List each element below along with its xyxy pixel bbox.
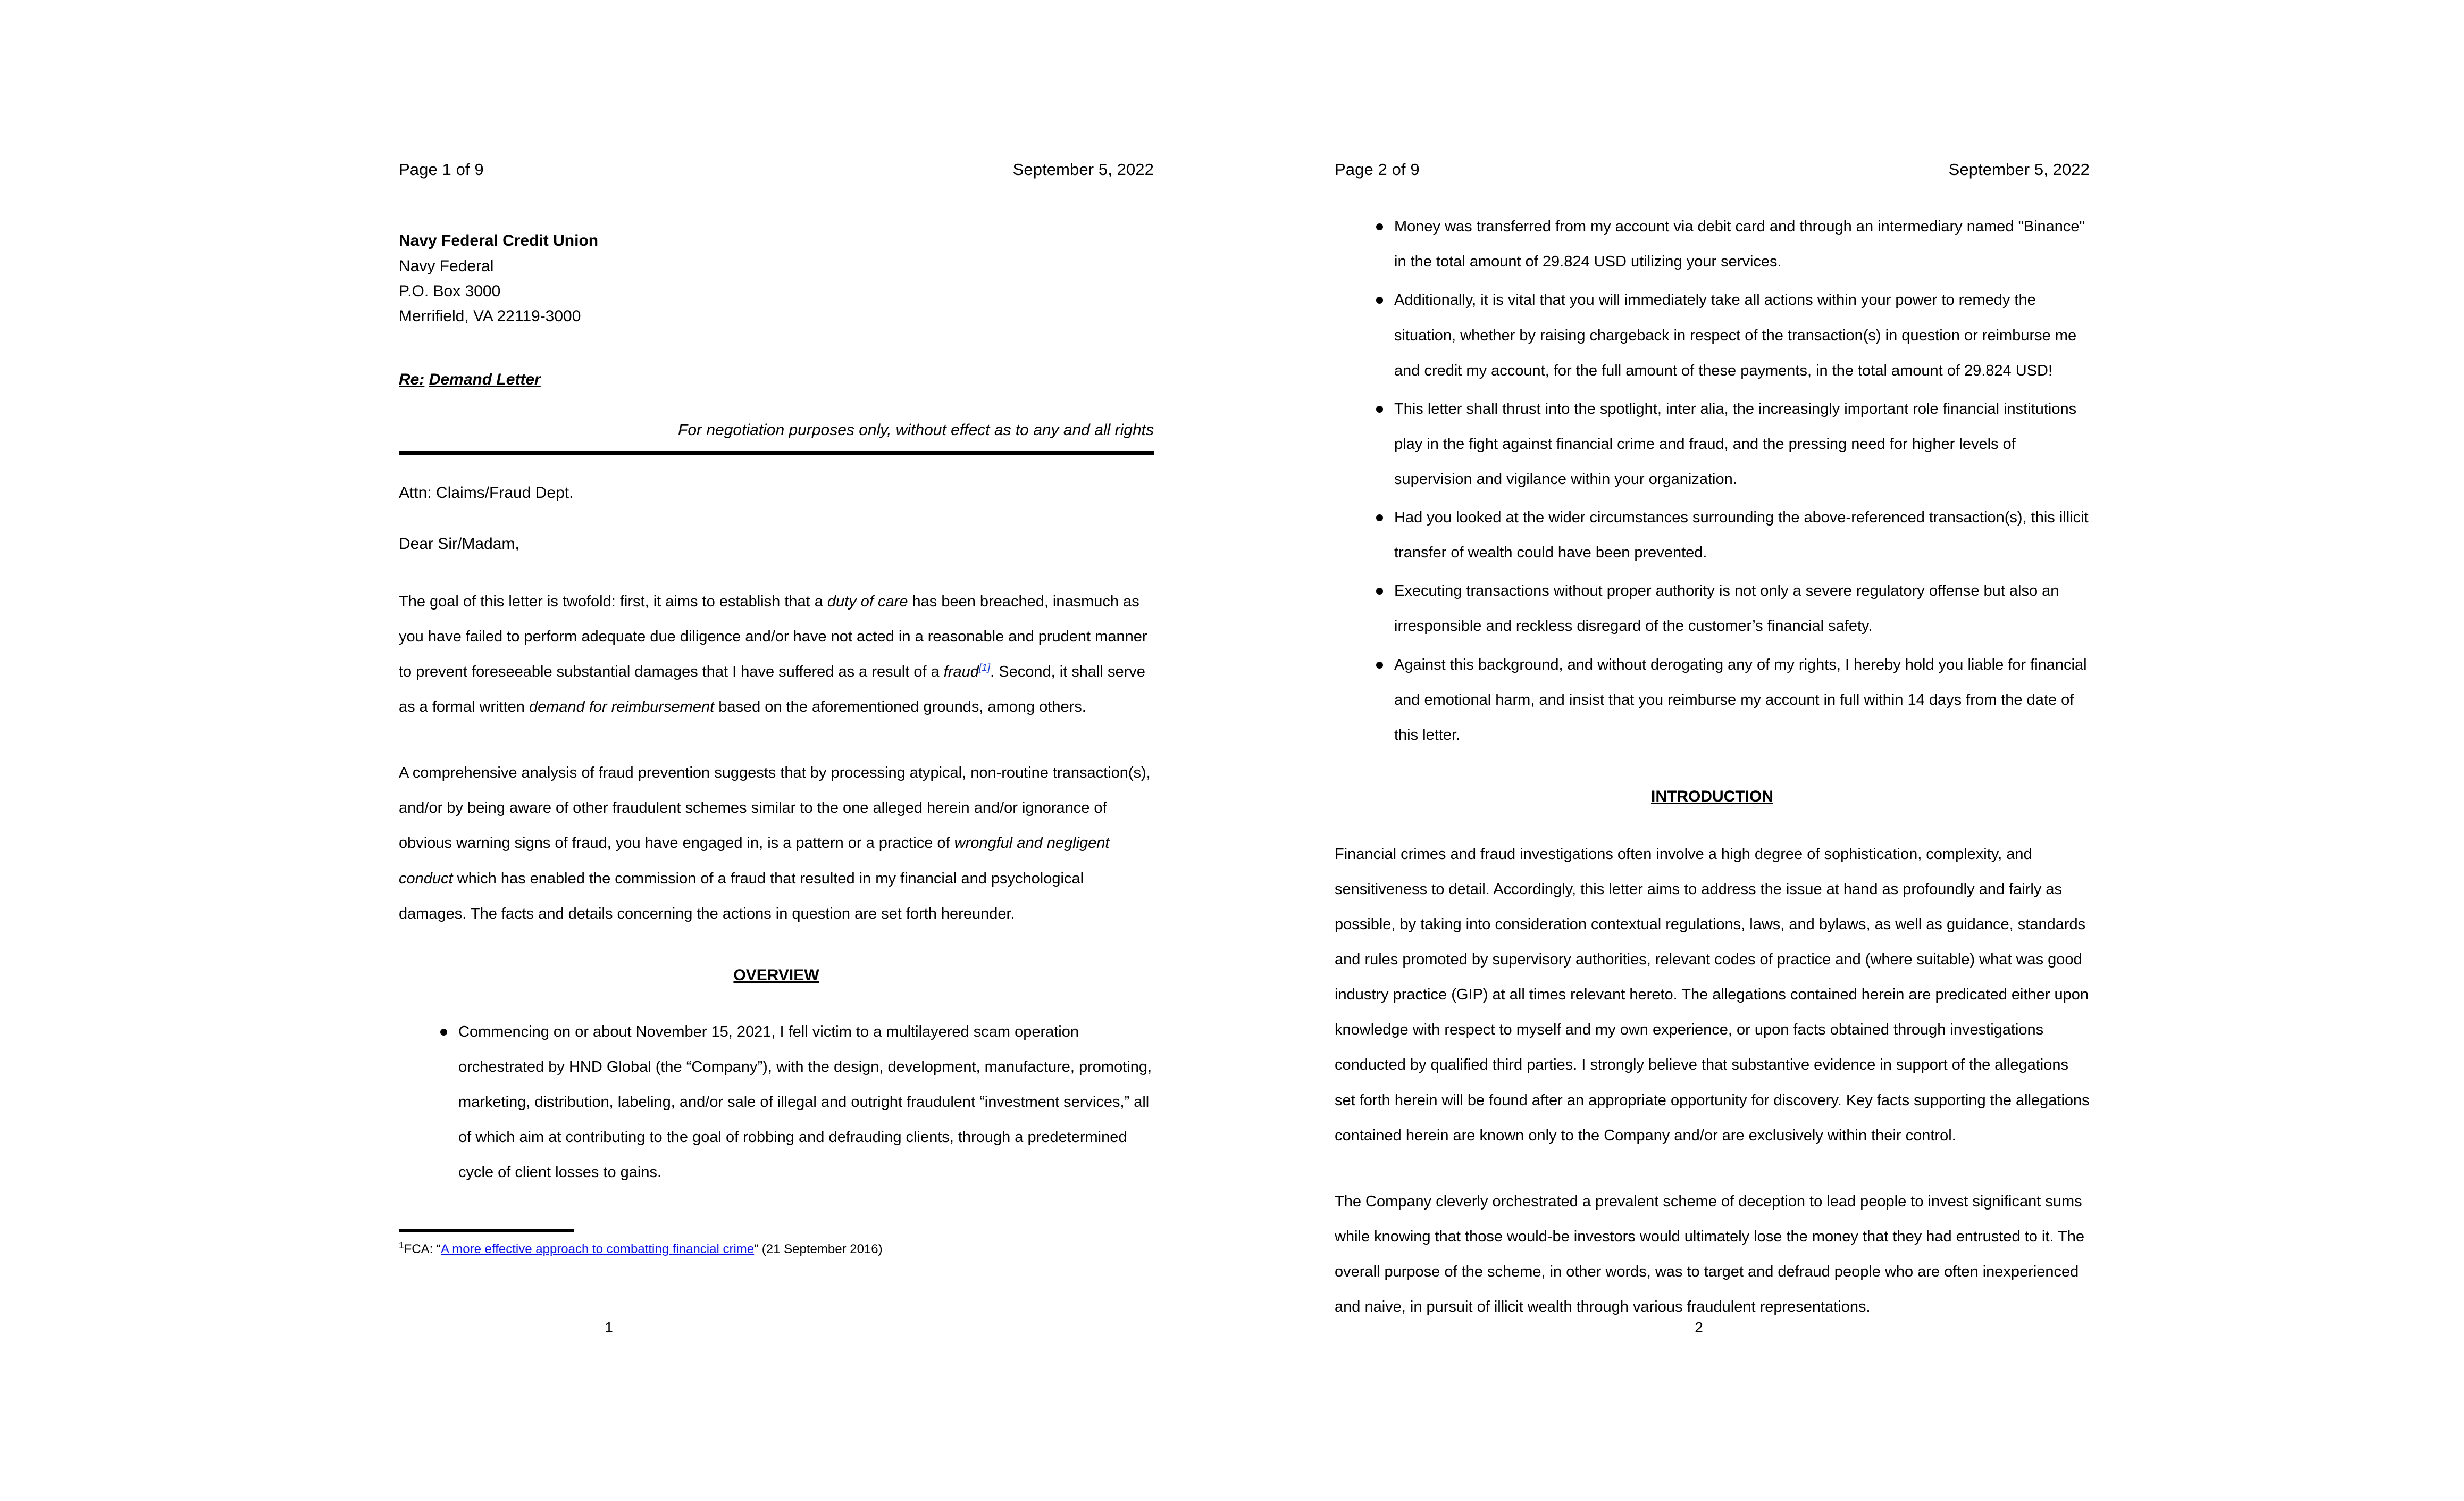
page-2-content [1335,160,2090,1340]
footnote-separator-rule [399,1229,574,1232]
footnote-reference-1[interactable]: [1] [978,662,991,674]
page-1-content [399,160,1154,1193]
footnote-1 [399,1240,1154,1258]
page-1 [96,0,1250,1501]
footnote-1-link[interactable]: A more effective approach to combatting financial crime [440,1242,755,1256]
page-2-footer-number: 2 [1695,1319,1703,1336]
introduction-heading-text: INTRODUCTION [1651,787,1773,805]
body-paragraph-2 [399,755,1154,931]
salutation: Dear Sir/Madam, [399,535,519,553]
footnote-1-suffix: ” (21 September 2016) [754,1242,883,1256]
list-item: Commencing on or about November 15, 2021, I fell victim to a multilayered scam operation orchestrated by HND Global (the “Company”), with the design, development, manufacture, promoting, marketing, distribution, labeling, and/or sale of illegal and outright fraudulent “investment services,” all of which aim at contributing to the goal of robbing and defrauding clients, through a predetermined cycle of client losses to gains. [399,1014,1154,1190]
page-1-header-date: September 5, 2022 [1012,160,1154,179]
para1-part1: The goal of this letter is twofold: first, it aims to establish that a [399,593,827,610]
page-1-footnote-zone [399,1229,1154,1258]
recipient-address-line-2: Navy Federal [399,257,494,275]
page-1-page-label: Page 1 of 9 [399,160,484,179]
body-paragraph-1 [399,584,1154,724]
para1-emphasis-fraud: fraud [943,663,979,680]
para1-part3: . Second, it shall serve as a formal written [399,663,1145,716]
overview-heading [399,966,1154,985]
page-1-running-header [399,160,1154,179]
recipient-address-block [399,228,1154,329]
page-2-page-label: Page 2 of 9 [1335,160,1420,179]
footnote-1-prefix: FCA: “ [404,1242,441,1256]
introduction-heading [1335,788,2090,806]
page-2-running-header [1335,160,2090,179]
subject-value: Demand Letter [429,370,541,388]
page-2 [1239,0,2393,1501]
para1-part4: based on the aforementioned grounds, among others. [714,698,1086,716]
para1-emphasis-demand: demand for reimbursement [529,698,715,716]
list-item: Had you looked at the wider circumstances surrounding the above-referenced transaction(s), this illicit transfer of wealth could have been prevented. [1335,500,2090,570]
footnote-1-marker: 1 [399,1240,404,1250]
page-2-bullet-list [1335,209,2090,753]
list-item: This letter shall thrust into the spotlight, inter alia, the increasingly important role financial institutions play in the fight against financial crime and fraud, and the pressing need for higher levels of supervision and vigilance within your organization. [1335,391,2090,497]
recipient-company-name: Navy Federal Credit Union [399,232,599,250]
para2-part2: which has enabled the commission of a fraud that resulted in my financial and psychological damages. The facts and details concerning the actions in question are set forth hereunder. [399,870,1084,922]
page-2-header-date: September 5, 2022 [1948,160,2090,179]
recipient-address-line-3: P.O. Box 3000 [399,282,501,300]
introduction-paragraph-1: Financial crimes and fraud investigations often involve a high degree of sophistication, complexity, and sensitiveness to detail. Accordingly, this letter aims to address the issue at hand as profoundly and fairly as possible, by taking into consideration contextual regulations, laws, and bylaws, as well as guidance, standards and rules promoted by supervisory authorities, relevant codes of practice and (where suitable) what was good industry practice (GIP) at all times relevant hereto. The allegations contained herein are predicated either upon knowledge with respect to myself and my own experience, or upon facts obtained through investigations conducted by qualified third parties. I strongly believe that substantive evidence in support of the allegations set forth herein will be found after an appropriate opportunity for discovery. Key facts supporting the allegations contained herein are known only to the Company and/or are exclusively within their control. [1335,845,2090,1144]
para1-part2: has been breached, inasmuch as you have failed to perform adequate due diligence and/or have not acted in a reasonable and prudent manner to prevent foreseeable substantial damages that I have suffered as a result of a [399,593,1147,680]
subject-line [399,371,1154,389]
list-item: Additionally, it is vital that you will immediately take all actions within your power to remedy the situation, whether by raising chargeback in respect of the transaction(s) in question or reimburse me and credit my account, for the full amount of these payments, in the total amount of 29.824 USD! [1335,282,2090,388]
para2-emphasis-conduct: wrongful and negligent conduct [399,835,1110,887]
para1-emphasis-duty-of-care: duty of care [827,593,908,610]
attention-line: Attn: Claims/Fraud Dept. [399,483,574,502]
list-item: Against this background, and without derogating any of my rights, I hereby hold you liable for financial and emotional harm, and insist that you reimburse my account in full within 14 days from the date of this letter. [1335,647,2090,753]
introduction-paragraph-2: The Company cleverly orchestrated a prevalent scheme of deception to lead people to invest significant sums while knowing that those would-be investors would ultimately lose the money that they had entrusted to it. The overall purpose of the scheme, in other words, was to target and defraud people who are often inexperienced and naive, in pursuit of illicit wealth through various fraudulent representations. [1335,1193,2084,1316]
subject-label: Re: [399,370,425,388]
list-item: Money was transferred from my account via debit card and through an intermediary named "Binance" in the total amount of 29.824 USD utilizing your services. [1335,209,2090,279]
overview-heading-text: OVERVIEW [733,966,819,984]
overview-bullet-list [399,1014,1154,1190]
page-1-footer-number: 1 [605,1319,613,1336]
list-item: Executing transactions without proper authority is not only a severe regulatory offense but also an irresponsible and reckless disregard of the customer’s financial safety. [1335,573,2090,644]
recipient-address-line-4: Merrifield, VA 22119-3000 [399,307,581,326]
para2-part1: A comprehensive analysis of fraud prevention suggests that by processing atypical, non-routine transaction(s), and/or by being aware of other fraudulent schemes similar to the one alleged herein and/or ignorance of obvious warning signs of fraud, you have engaged in, is a pattern or a practice of [399,764,1151,852]
header-divider-rule [399,451,1154,455]
negotiation-disclaimer: For negotiation purposes only, without effect as to any and all rights [678,421,1154,439]
